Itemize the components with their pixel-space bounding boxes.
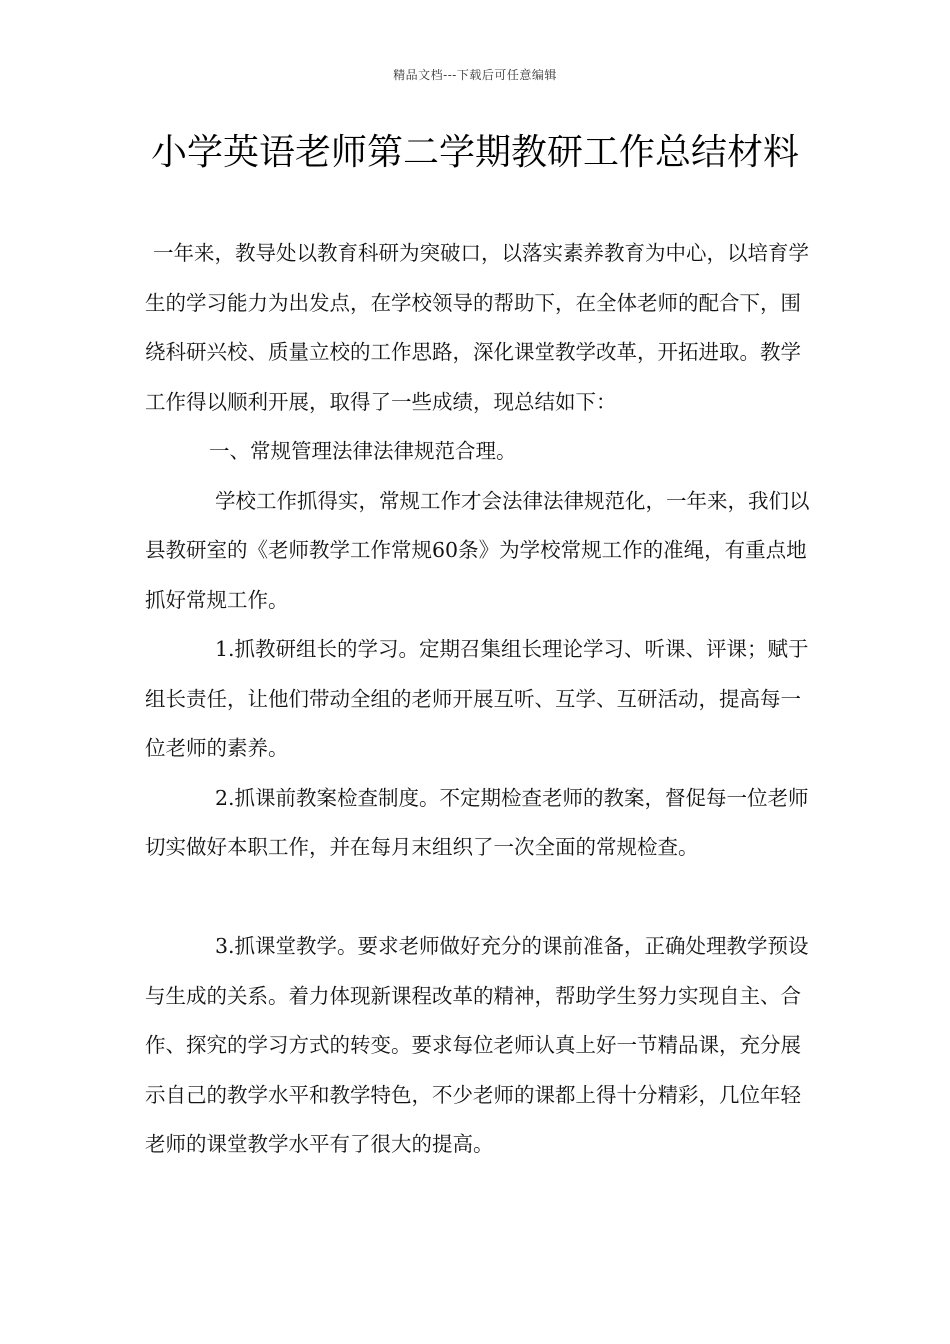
list-item-3: 3.抓课堂教学。要求老师做好充分的课前准备，正确处理教学预设与生成的关系。着力体现新课程改革的精神，帮助学生努力实现自主、合作、探究的学习方式的转变。要求每位老师认真上好一节精品课，充分展示自己的教学水平和教学特色，不少老师的课都上得十分精彩，几位年轻老师的课堂教学水平有了很大的提高。 [145,934,809,1156]
paragraph-intro: 一年来，教导处以教育科研为突破口，以落实素养教育为中心，以培育学生的学习能力为出发点，在学校领导的帮助下，在全体老师的配合下，围绕科研兴校、质量立校的工作思路，深化课堂教学改革，开拓进取。教学工作得以顺利开展，取得了一些成绩，现总结如下： [145,241,809,414]
document-title: 小学英语老师第二学期教研工作总结材料 [150,132,799,173]
section-heading-routine-management: 一、常规管理法律法律规范合理。 [209,439,517,463]
paragraph-routine-work: 学校工作抓得实，常规工作才会法律法律规范化，一年来，我们以县教研室的《老师教学工作常规60条》为学校常规工作的准绳，有重点地抓好常规工作。 [145,488,810,612]
list-item-2: 2.抓课前教案检查制度。不定期检查老师的教案，督促每一位老师切实做好本职工作，并在每月末组织了一次全面的常规检查。 [145,785,809,859]
list-item-1: 1.抓教研组长的学习。定期召集组长理论学习、听课、评课；赋于组长责任，让他们带动全组的老师开展互听、互学、互研活动，提高每一位老师的素养。 [145,637,809,760]
document-body [145,229,810,1170]
paragraph-spacer [145,873,810,923]
page-header-note: 精品文档---下载后可任意编辑 [393,68,557,82]
